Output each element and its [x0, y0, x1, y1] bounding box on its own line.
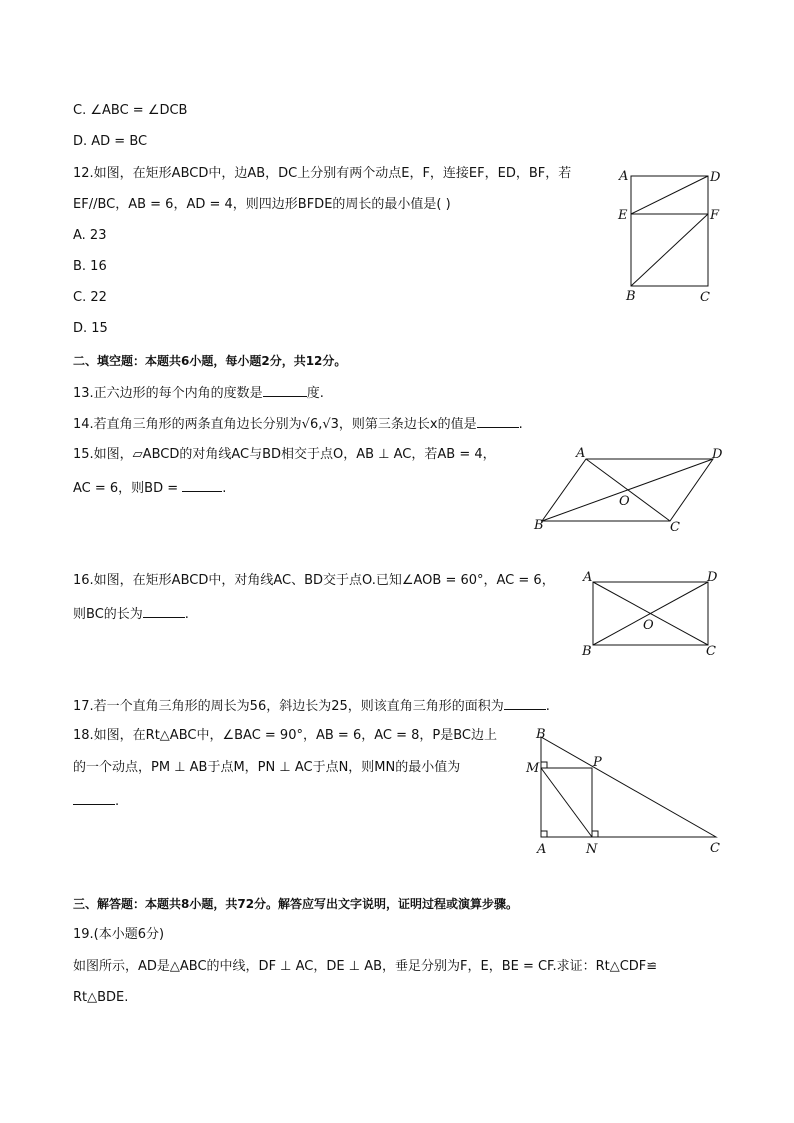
q12-segment-bf — [631, 214, 708, 286]
q16-line2 — [73, 603, 189, 625]
q13-after: 度. — [306, 386, 324, 401]
q17-blank[interactable] — [504, 695, 546, 710]
q15-label-b: B — [534, 518, 544, 533]
q16-label-o: O — [643, 618, 654, 633]
q12-label-e: E — [618, 208, 628, 223]
q13-blank[interactable] — [263, 382, 307, 397]
q15-label-c: C — [670, 520, 680, 535]
q18-line3 — [73, 790, 119, 812]
q16-figure-rectangle — [578, 568, 728, 663]
q16-label-c: C — [706, 644, 716, 659]
q18-label-b: B — [536, 727, 546, 742]
q12-label-c: C — [700, 290, 710, 305]
q18-line3-after: . — [115, 794, 120, 809]
q12-rect-abcd — [631, 176, 708, 286]
q18-line2: 的一个动点，PM ⊥ AB于点M，PN ⊥ AC于点N，则MN的最小值为 — [73, 760, 461, 775]
q18-line1: 18.如图，在Rt△ABC中，∠BAC = 90°，AB = 6，AC = 8，P是BC边上 — [73, 728, 497, 743]
q13-before: 13.正六边形的每个内角的度数是 — [73, 386, 263, 401]
q15-figure-parallelogram — [530, 445, 730, 540]
q16-label-a: A — [583, 570, 593, 585]
q18-label-c: C — [710, 841, 720, 856]
q18-segment-mn — [541, 768, 592, 837]
q17-before: 17.若一个直角三角形的周长为56，斜边长为25，则该直角三角形的面积为 — [73, 699, 504, 714]
q12-label-b: B — [626, 289, 636, 304]
q12-segment-ed — [631, 176, 708, 214]
q12-stem-line1: 12.如图，在矩形ABCD中，边AB，DC上分别有两个动点E，F，连接EF，ED，BF，若 — [73, 166, 572, 181]
q16-label-d: D — [707, 570, 718, 585]
section2-title: 二、填空题：本题共6小题，每小题2分，共12分。 — [73, 354, 347, 368]
q12-option-d: D. 15 — [73, 321, 108, 336]
q18-blank[interactable] — [73, 790, 115, 805]
q18-label-n: N — [586, 842, 598, 857]
q12-label-f: F — [710, 208, 720, 223]
q15-line2-after: . — [222, 481, 227, 496]
q18-triangle-abc — [541, 737, 716, 837]
q17-after: . — [545, 699, 550, 714]
q14-after: . — [518, 417, 523, 432]
q16-line1: 16.如图，在矩形ABCD中，对角线AC、BD交于点O.已知∠AOB = 60°，AC = 6， — [73, 573, 555, 588]
q16-blank[interactable] — [143, 603, 185, 618]
q16-line2-after: . — [184, 607, 189, 622]
q15-blank[interactable] — [182, 477, 222, 492]
q18-figure-triangle — [522, 722, 727, 857]
q12-option-b: B. 16 — [73, 259, 107, 274]
q12-label-a: A — [619, 169, 629, 184]
q18-label-m: M — [526, 761, 540, 776]
q19-header: 19.(本小题6分) — [73, 927, 165, 942]
q18-label-a: A — [537, 842, 547, 857]
q16-label-b: B — [582, 644, 592, 659]
q12-stem-line2: EF//BC，AB = 6，AD = 4，则四边形BFDE的周长的最小值是( ) — [73, 197, 451, 212]
q14-before: 14.若直角三角形的两条直角边长分别为√6,√3，则第三条边长x的值是 — [73, 417, 477, 432]
q15-line2 — [73, 477, 226, 499]
q12-figure-rectangle — [610, 162, 730, 312]
q19-line1: 如图所示，AD是△ABC的中线，DF ⊥ AC，DE ⊥ AB，垂足分别为F，E，BE = CF.求证：Rt△CDF≌ — [73, 959, 658, 974]
q16-line2-before: 则BC的长为 — [73, 607, 143, 622]
option-d-prev: D. AD = BC — [73, 134, 148, 149]
q18-right-angle-n — [592, 831, 598, 837]
q15-label-a: A — [576, 446, 586, 461]
q14-text — [73, 413, 523, 435]
q15-line1: 15.如图，▱ABCD的对角线AC与BD相交于点O，AB ⊥ AC，若AB = 4， — [73, 447, 496, 462]
q18-right-angle-m — [541, 762, 547, 768]
q15-label-o: O — [619, 494, 630, 509]
q15-label-d: D — [712, 447, 723, 462]
q18-right-angle-a — [541, 831, 547, 837]
section3-title: 三、解答题：本题共8小题，共72分。解答应写出文字说明，证明过程或演算步骤。 — [73, 897, 519, 911]
q15-line2-before: AC = 6，则BD = — [73, 481, 183, 496]
q13-text — [73, 382, 324, 404]
q18-label-p: P — [593, 755, 602, 770]
q17-text — [73, 695, 550, 717]
q14-blank[interactable] — [477, 413, 519, 428]
q12-option-a: A. 23 — [73, 228, 107, 243]
q12-label-d: D — [710, 170, 721, 185]
q15-diagonal-bd — [542, 459, 713, 521]
option-c-prev: C. ∠ABC = ∠DCB — [73, 103, 188, 118]
q19-line2: Rt△BDE. — [73, 990, 129, 1005]
q12-option-c: C. 22 — [73, 290, 107, 305]
